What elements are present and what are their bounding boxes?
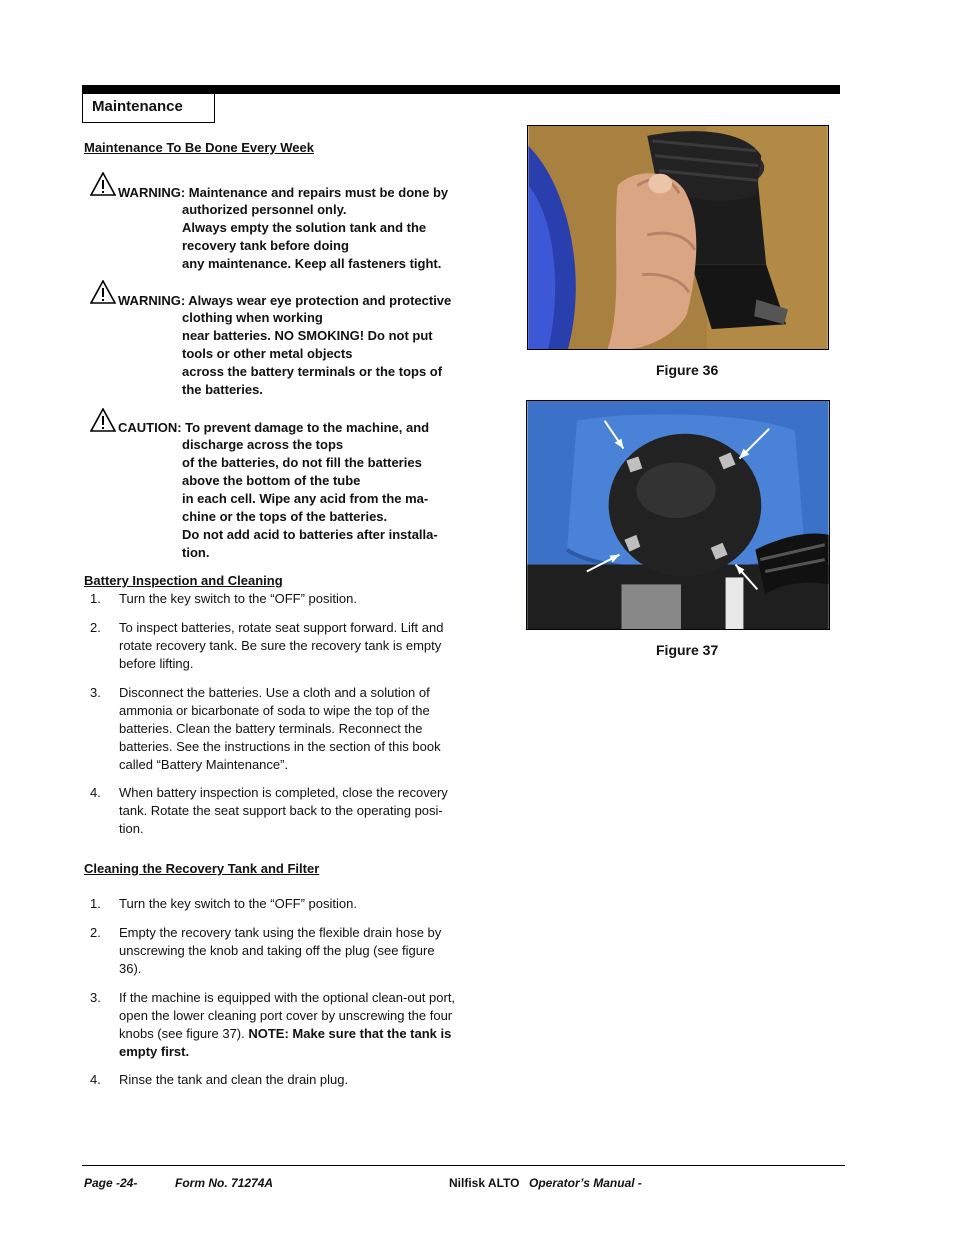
battery-step-line: before lifting. [119,656,194,671]
recovery-note-bold: NOTE: Make sure that the tank is [248,1026,452,1041]
warning-1-label: WARNING: Maintenance and repairs must be done by [118,185,449,200]
caution-line: tion. [182,545,210,560]
battery-step-line: Turn the key switch to the “OFF” position. [119,591,357,606]
battery-step-number: 4. [90,785,101,800]
warning-1-line: authorized personnel only. [182,202,347,217]
warning-2-line: the batteries. [182,382,263,397]
recovery-step-line: open the lower cleaning port cover by unscrewing the four [119,1008,453,1023]
warning-2-line: tools or other metal objects [182,346,353,361]
recovery-step-text [119,924,441,978]
battery-step-line: batteries. Clean the battery terminals. Reconnect the [119,721,423,736]
footer-manual-title: Operator’s Manual - [529,1176,642,1190]
footer-brand: Nilfisk ALTO [449,1176,520,1190]
figure-36-photo [527,125,829,350]
battery-step-text [119,784,448,838]
header-rule [82,85,840,94]
caution-line: Do not add acid to batteries after installa- [182,527,438,542]
battery-step-line: When battery inspection is completed, close the recovery [119,785,448,800]
battery-step-line: called “Battery Maintenance”. [119,757,289,772]
battery-step-line: ammonia or bicarbonate of soda to wipe the top of the [119,703,430,718]
recovery-step-line: Turn the key switch to the “OFF” position. [119,896,357,911]
caution-line: above the bottom of the tube [182,473,361,488]
recovery-step-text [119,1071,348,1089]
section-title: Maintenance [92,98,183,115]
footer-form-number: Form No. 71274A [175,1176,274,1190]
warning-1-body [182,201,441,273]
recovery-step-number: 1. [90,896,101,911]
recovery-step-line: Rinse the tank and clean the drain plug. [119,1072,349,1087]
caution-line: of the batteries, do not fill the batteries [182,455,422,470]
warning-2-label: WARNING: Always wear eye protection and protective [118,293,452,308]
battery-heading: Battery Inspection and Cleaning [84,573,283,588]
battery-step-line: batteries. See the instructions in the section of this book [119,739,441,754]
recovery-step-number: 2. [90,925,101,940]
warning-1-line: any maintenance. Keep all fasteners tight. [182,256,442,271]
battery-step-text [119,684,441,774]
recovery-step-line: If the machine is equipped with the optional clean-out port, [119,990,456,1005]
figure-36-caption: Figure 36 [656,362,719,378]
warning-triangle-icon [90,172,116,196]
footer-rule [82,1165,845,1166]
figure-37-caption: Figure 37 [656,642,719,658]
battery-step-number: 3. [90,685,101,700]
battery-step-line: tank. Rotate the seat support back to the operating posi- [119,803,443,818]
caution-line: discharge across the tops [182,437,344,452]
battery-step-number: 2. [90,620,101,635]
weekly-heading: Maintenance To Be Done Every Week [84,140,314,155]
battery-step-line: rotate recovery tank. Be sure the recovery tank is empty [119,638,442,653]
recovery-step-line [119,1043,455,1061]
recovery-step-line: 36). [119,961,142,976]
warning-triangle-icon [90,280,116,304]
battery-step-line: tion. [119,821,144,836]
caution-body [182,436,438,562]
footer-page-number: Page -24- [84,1176,138,1190]
caution-line: chine or the tops of the batteries. [182,509,388,524]
recovery-heading: Cleaning the Recovery Tank and Filter [84,861,320,876]
figure-37-photo [526,400,830,630]
recovery-step-line: Empty the recovery tank using the flexible drain hose by [119,925,442,940]
caution-line: in each cell. Wipe any acid from the ma- [182,491,429,506]
caution-label: CAUTION: To prevent damage to the machine, and [118,420,430,435]
warning-2-line: near batteries. NO SMOKING! Do not put [182,328,433,343]
recovery-step-line: unscrewing the knob and taking off the plug (see figure [119,943,435,958]
warning-1-line: recovery tank before doing [182,238,349,253]
battery-step-number: 1. [90,591,101,606]
warning-2-line: across the battery terminals or the tops of [182,364,443,379]
recovery-step-line [119,1025,455,1043]
recovery-step-number: 4. [90,1072,101,1087]
battery-step-line: Disconnect the batteries. Use a cloth and a solution of [119,685,430,700]
recovery-step-text [119,895,357,913]
recovery-note-bold: empty first. [119,1044,190,1059]
recovery-step-text [119,989,455,1061]
battery-step-text [119,590,357,608]
caution-triangle-icon [90,408,116,432]
battery-step-text [119,619,443,673]
warning-1-line: Always empty the solution tank and the [182,220,427,235]
warning-2-body [182,309,442,399]
recovery-step-line-plain: knobs (see figure 37). [119,1026,249,1041]
warning-2-line: clothing when working [182,310,323,325]
recovery-step-number: 3. [90,990,101,1005]
battery-step-line: To inspect batteries, rotate seat support forward. Lift and [119,620,444,635]
